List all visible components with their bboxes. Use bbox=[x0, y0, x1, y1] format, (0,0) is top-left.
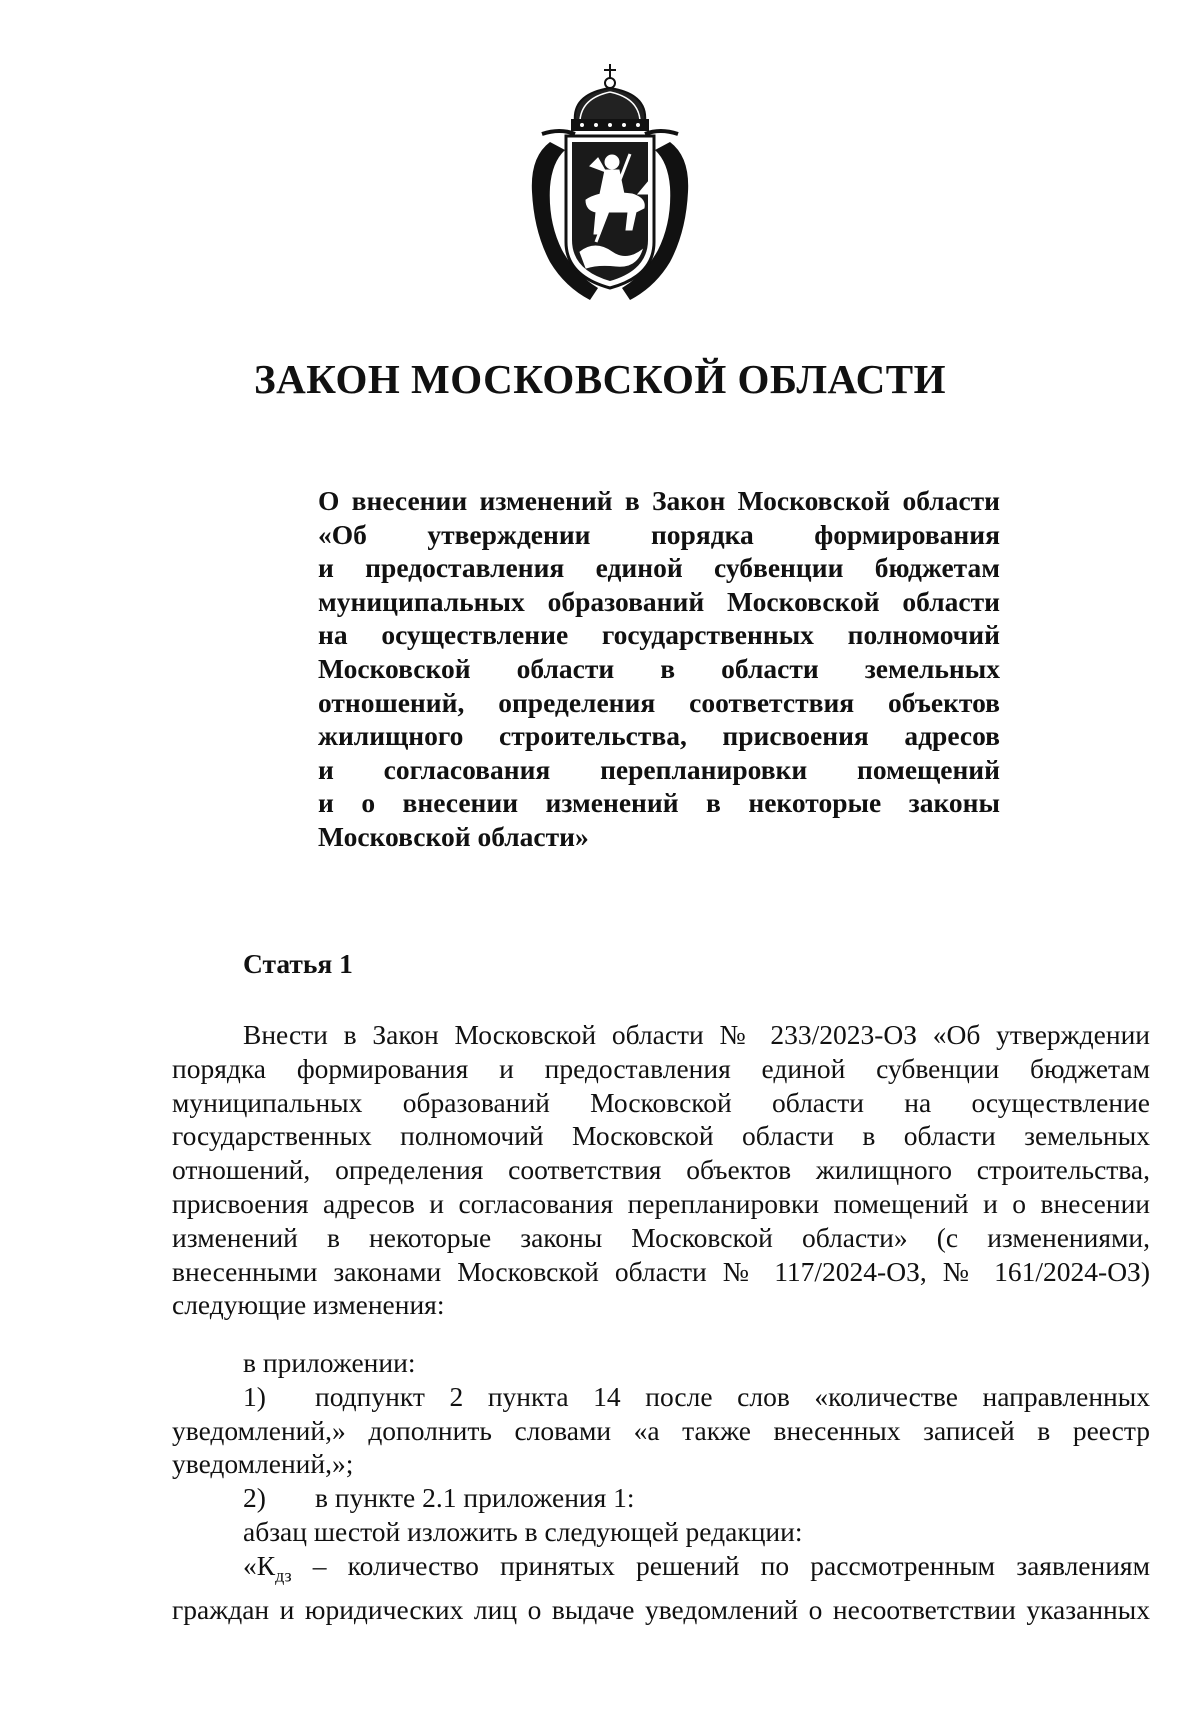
law-subject bbox=[318, 484, 1000, 854]
subject-line: Московской области в области земельных bbox=[318, 652, 1000, 684]
paragraph-line: государственных полномочий Московской области в области земельных bbox=[172, 1120, 1150, 1152]
subject-line: отношений, определения соответствия объектов bbox=[318, 686, 1000, 718]
paragraph-line: изменений в некоторые законы Московской области» (с изменениями, bbox=[172, 1221, 1150, 1253]
law-title: ЗАКОН МОСКОВСКОЙ ОБЛАСТИ bbox=[254, 356, 946, 402]
paragraph-line: абзац шестой изложить в следующей редакции: bbox=[243, 1515, 803, 1547]
article-paragraph bbox=[172, 1018, 1150, 1322]
subject-line: жилищного строительства, присвоения адресов bbox=[318, 720, 1000, 752]
paragraph-line: присвоения адресов и согласования перепланировки помещений и о внесении bbox=[172, 1187, 1150, 1219]
item-text: в пункте 2.1 приложения 1: bbox=[315, 1482, 635, 1514]
subject-line: и согласования перепланировки помещений bbox=[318, 753, 1000, 785]
subject-line: муниципальных образований Московской области bbox=[318, 585, 1000, 617]
subject-line: О внесении изменений в Закон Московской области bbox=[318, 485, 1000, 516]
item-number: 2) bbox=[243, 1482, 266, 1514]
subject-line: и предоставления единой субвенции бюджетам bbox=[318, 552, 1000, 584]
paragraph-line: муниципальных образований Московской области на осуществление bbox=[172, 1086, 1150, 1118]
paragraph-line: следующие изменения: bbox=[172, 1289, 445, 1321]
formula-line bbox=[172, 1549, 1150, 1593]
paragraph-line: граждан и юридических лиц о выдаче уведомлений о несоответствии указанных bbox=[172, 1594, 1150, 1626]
amendment-item-2 bbox=[172, 1481, 1150, 1515]
coat-of-arms-icon bbox=[520, 62, 700, 307]
formula-open: «К bbox=[243, 1549, 276, 1581]
paragraph-line: уведомлений,»; bbox=[172, 1448, 354, 1480]
paragraph-line: Внести в Закон Московской области № 233/2023-ОЗ «Об утверждении bbox=[243, 1019, 1150, 1050]
paragraph-line: внесенными законами Московской области № 117/2024-ОЗ, № 161/2024-ОЗ) bbox=[172, 1255, 1150, 1287]
paragraph-line: отношений, определения соответствия объектов жилищного строительства, bbox=[172, 1154, 1150, 1186]
in-appendix-line: в приложении: bbox=[243, 1347, 416, 1378]
item-text: подпункт 2 пункта 14 после слов «количестве направленных bbox=[315, 1380, 1150, 1412]
subject-line: на осуществление государственных полномочий bbox=[318, 619, 1000, 651]
paragraph-line: уведомлений,» дополнить словами «а также внесенных записей в реестр bbox=[172, 1414, 1150, 1446]
formula-subscript: дз bbox=[275, 1565, 292, 1586]
amendments-list bbox=[172, 1346, 1150, 1627]
subject-line: и о внесении изменений в некоторые законы bbox=[318, 787, 1000, 819]
subject-line: «Об утверждении порядка формирования bbox=[318, 518, 1000, 550]
paragraph-line: порядка формирования и предоставления единой субвенции бюджетам bbox=[172, 1052, 1150, 1084]
subject-line: Московской области» bbox=[318, 820, 589, 852]
article-heading: Статья 1 bbox=[243, 948, 353, 979]
item-number: 1) bbox=[243, 1380, 266, 1412]
formula-rest: – количество принятых решений по рассмотренным заявлениям bbox=[291, 1549, 1150, 1581]
amendment-item-1 bbox=[172, 1380, 1150, 1414]
